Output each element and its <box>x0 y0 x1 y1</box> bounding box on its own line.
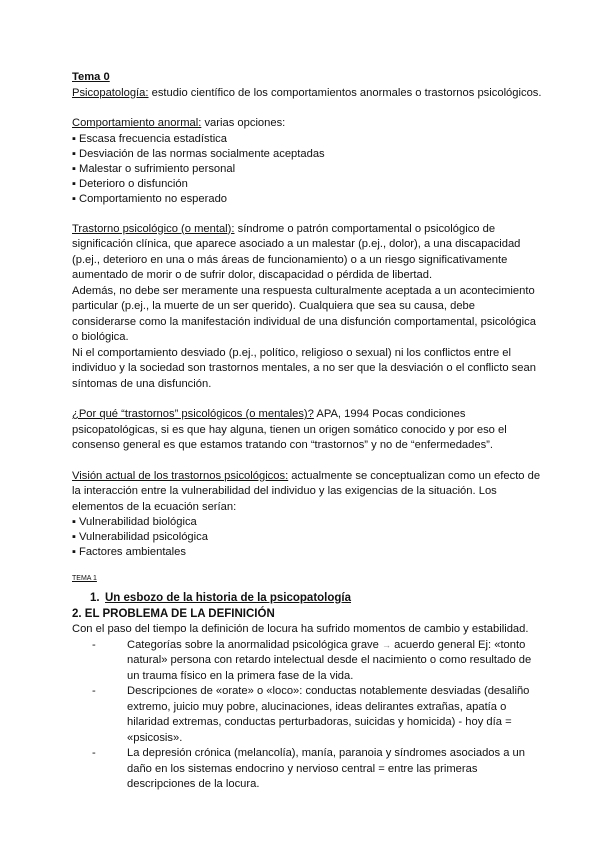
list-item: ▪ Vulnerabilidad psicológica <box>72 531 208 543</box>
document-page <box>72 70 542 793</box>
tema0-title: Tema 0 <box>72 71 110 83</box>
psicopatologia-label: Psicopatología: <box>72 86 149 99</box>
comportamiento-heading <box>72 116 542 132</box>
section-heading <box>90 591 542 606</box>
trastorno-definition <box>72 222 542 284</box>
vision-list <box>72 515 542 560</box>
list-item: ▪ Vulnerabilidad biológica <box>72 516 197 528</box>
definicion-list <box>72 638 542 793</box>
vision-paragraph <box>72 469 542 516</box>
list-item: ▪ Desviación de las normas socialmente aceptadas <box>72 147 325 160</box>
list-item: ▪ Deterioro o disfunción <box>72 177 188 190</box>
comportamiento-label: Comportamiento anormal: <box>72 117 202 129</box>
comportamiento-text: varias opciones: <box>201 117 286 129</box>
list-item: ▪ Comportamiento no esperado <box>72 192 228 205</box>
subsection-title: 2. EL PROBLEMA DE LA DEFINICIÓN <box>72 608 275 620</box>
list-item: - Categorías sobre la anormalidad psicológica grave → acuerdo general Ej: «tonto natural» persona con retardo intelectual desde el nacimiento o como resultado de un trauma físico en la primera fase de la vida. <box>92 638 532 682</box>
definicion-intro: Con el paso del tiempo la definición de locura ha sufrido momentos de cambio y estabilidad. <box>72 623 529 635</box>
arrow-icon: → <box>381 639 391 650</box>
trastorno-label: Trastorno psicológico (o mental): <box>72 222 235 235</box>
trastorno-paragraph-2: Además, no debe ser meramente una respuesta culturalmente aceptada a un acontecimiento particular (p.ej., la muerte de un ser querido). Cualquiera que sea su causa, debe considerarse como la manifestación individual de una disfunción comportamental, psicológica o biológica. <box>72 284 536 343</box>
vision-label: Visión actual de los trastornos psicológicos: <box>72 469 289 482</box>
comportamiento-list <box>72 132 542 207</box>
psicopatologia-text: estudio científico de los comportamientos anormales o trastornos psicológicos. <box>148 86 542 99</box>
porque-label: ¿Por qué “trastornos” psicológicos (o mentales)? <box>72 408 314 420</box>
section-title: Un esbozo de la historia de la psicopatología <box>105 592 352 604</box>
list-item: ▪ Escasa frecuencia estadística <box>72 132 227 145</box>
vision-text: actualmente se conceptualizan como un efecto de la interacción entre la vulnerabilidad del individuo y las exigencias de la situación. Los elementos de la ecuación serían: <box>72 469 541 513</box>
section-number: 1. <box>90 592 100 604</box>
list-item: - La depresión crónica (melancolía), manía, paranoia y síndromes asociados a un daño en los sistemas endocrino y nervioso central = entre las primeras descripciones de la locura. <box>92 747 525 790</box>
list-item: ▪ Factores ambientales <box>72 546 186 558</box>
list-item: - Descripciones de «orate» o «loco»: conductas notablemente desviadas (desaliño extremo, juicio muy pobre, alucinaciones, ideas delirantes extrañas, apatía o hilaridad extremas, conductas perturbadoras, suicidas y homicida) - hoy día = «psicosis». <box>92 685 530 744</box>
psicopatologia-definition <box>72 86 542 102</box>
list-item: ▪ Malestar o sufrimiento personal <box>72 162 236 175</box>
porque-text: APA, 1994 Pocas condiciones psicopatológicas, si es que hay alguna, tienen un origen somático conocido y por eso el consenso general es que estamos tratando con “trastornos” y no de “enfermedades”. <box>72 408 507 451</box>
trastorno-text: síndrome o patrón comportamental o psicológico de significación clínica, que aparece asociado a un malestar (p.ej., dolor), a una discapacidad (p.ej., deterioro en una o más áreas de funcionamiento) o a un riesgo significativamente aumentado de morir o de sufrir dolor, discapacidad o pérdida de libertad. <box>72 222 521 281</box>
tema1-label: TEMA 1 <box>72 575 97 582</box>
porque-paragraph <box>72 407 542 454</box>
trastorno-paragraph-3: Ni el comportamiento desviado (p.ej., político, religioso o sexual) ni los conflictos entre el individuo y la sociedad son trastornos mentales, a no ser que la desviación o el conflicto sean síntomas de una disfunción. <box>72 346 536 390</box>
